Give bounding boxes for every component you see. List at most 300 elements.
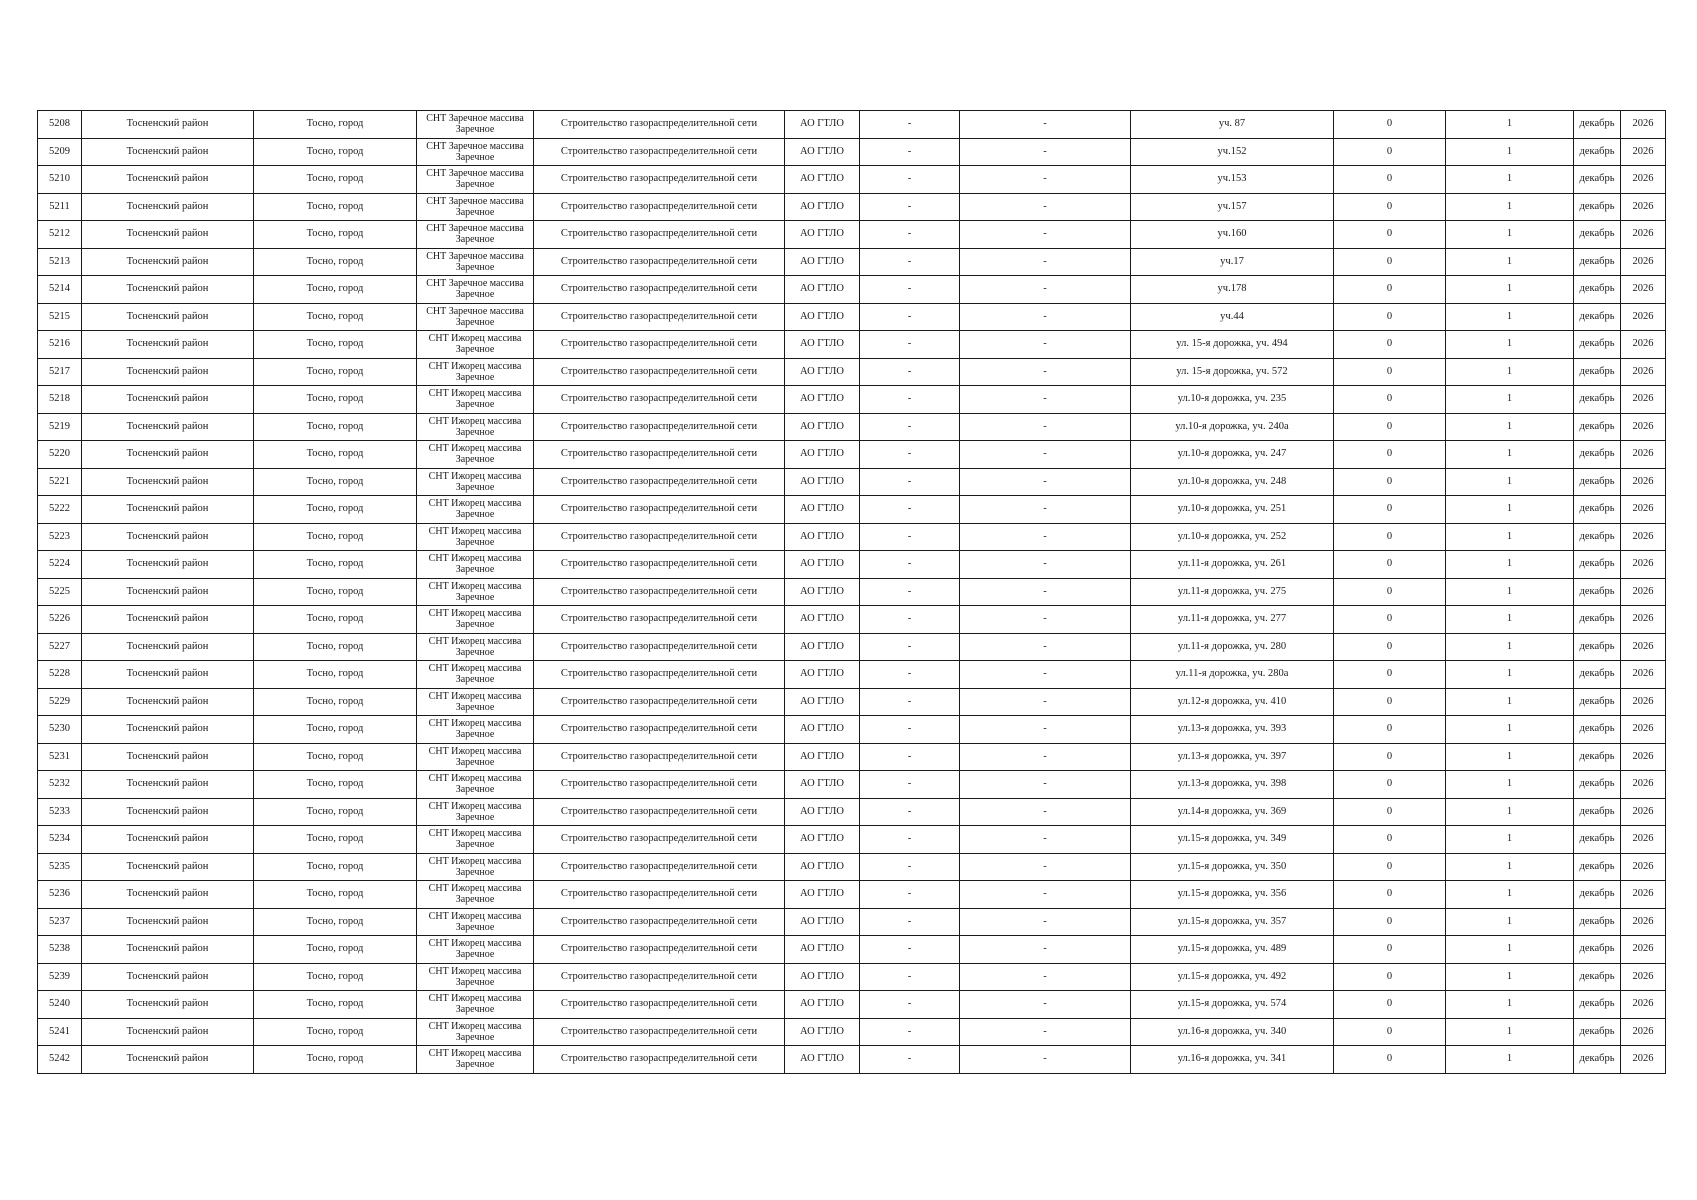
- work-type-cell: Строительство газораспределительной сети: [534, 688, 785, 716]
- count-zero-cell: 0: [1334, 551, 1446, 579]
- dash-cell: -: [860, 963, 960, 991]
- year-cell: 2026: [1621, 1018, 1666, 1046]
- district-cell: Тосненский район: [82, 441, 254, 469]
- dash-cell: -: [960, 496, 1131, 524]
- row-number-cell: 5211: [38, 193, 82, 221]
- table-row: [38, 221, 1666, 249]
- year-cell: 2026: [1621, 633, 1666, 661]
- table-row: [38, 523, 1666, 551]
- settlement-cell: СНТ Ижорец массива Заречное: [417, 991, 534, 1019]
- settlement-cell: СНТ Ижорец массива Заречное: [417, 908, 534, 936]
- district-cell: Тосненский район: [82, 853, 254, 881]
- row-number-cell: 5238: [38, 936, 82, 964]
- locality-cell: Тосно, город: [254, 771, 417, 799]
- work-type-cell: Строительство газораспределительной сети: [534, 661, 785, 689]
- locality-cell: Тосно, город: [254, 881, 417, 909]
- row-number-cell: 5209: [38, 138, 82, 166]
- address-cell: ул.13-я дорожка, уч. 393: [1131, 716, 1334, 744]
- organization-cell: АО ГТЛО: [785, 606, 860, 634]
- dash-cell: -: [860, 166, 960, 194]
- organization-cell: АО ГТЛО: [785, 496, 860, 524]
- organization-cell: АО ГТЛО: [785, 303, 860, 331]
- work-type-cell: Строительство газораспределительной сети: [534, 413, 785, 441]
- locality-cell: Тосно, город: [254, 798, 417, 826]
- count-zero-cell: 0: [1334, 496, 1446, 524]
- count-zero-cell: 0: [1334, 1046, 1446, 1074]
- dash-cell: -: [860, 358, 960, 386]
- address-cell: ул.10-я дорожка, уч. 251: [1131, 496, 1334, 524]
- row-number-cell: 5214: [38, 276, 82, 304]
- settlement-cell: СНТ Заречное массива Заречное: [417, 193, 534, 221]
- locality-cell: Тосно, город: [254, 826, 417, 854]
- month-cell: декабрь: [1574, 771, 1621, 799]
- work-type-cell: Строительство газораспределительной сети: [534, 716, 785, 744]
- year-cell: 2026: [1621, 606, 1666, 634]
- table-row: [38, 386, 1666, 414]
- address-cell: уч. 87: [1131, 111, 1334, 139]
- year-cell: 2026: [1621, 743, 1666, 771]
- year-cell: 2026: [1621, 991, 1666, 1019]
- count-one-cell: 1: [1446, 441, 1574, 469]
- dash-cell: -: [860, 248, 960, 276]
- dash-cell: -: [960, 716, 1131, 744]
- table-body: [38, 111, 1666, 1074]
- dash-cell: -: [960, 166, 1131, 194]
- count-zero-cell: 0: [1334, 303, 1446, 331]
- dash-cell: -: [860, 908, 960, 936]
- work-type-cell: Строительство газораспределительной сети: [534, 908, 785, 936]
- count-one-cell: 1: [1446, 771, 1574, 799]
- count-zero-cell: 0: [1334, 633, 1446, 661]
- work-type-cell: Строительство газораспределительной сети: [534, 826, 785, 854]
- table-row: [38, 193, 1666, 221]
- organization-cell: АО ГТЛО: [785, 578, 860, 606]
- table-row: [38, 826, 1666, 854]
- dash-cell: -: [860, 1046, 960, 1074]
- row-number-cell: 5234: [38, 826, 82, 854]
- organization-cell: АО ГТЛО: [785, 771, 860, 799]
- month-cell: декабрь: [1574, 936, 1621, 964]
- locality-cell: Тосно, город: [254, 633, 417, 661]
- row-number-cell: 5228: [38, 661, 82, 689]
- work-type-cell: Строительство газораспределительной сети: [534, 798, 785, 826]
- count-zero-cell: 0: [1334, 166, 1446, 194]
- district-cell: Тосненский район: [82, 1018, 254, 1046]
- address-cell: ул.10-я дорожка, уч. 247: [1131, 441, 1334, 469]
- organization-cell: АО ГТЛО: [785, 881, 860, 909]
- count-zero-cell: 0: [1334, 523, 1446, 551]
- row-number-cell: 5226: [38, 606, 82, 634]
- district-cell: Тосненский район: [82, 496, 254, 524]
- count-one-cell: 1: [1446, 798, 1574, 826]
- month-cell: декабрь: [1574, 138, 1621, 166]
- month-cell: декабрь: [1574, 826, 1621, 854]
- organization-cell: АО ГТЛО: [785, 826, 860, 854]
- count-zero-cell: 0: [1334, 221, 1446, 249]
- address-cell: ул.15-я дорожка, уч. 350: [1131, 853, 1334, 881]
- month-cell: декабрь: [1574, 743, 1621, 771]
- month-cell: декабрь: [1574, 908, 1621, 936]
- work-type-cell: Строительство газораспределительной сети: [534, 551, 785, 579]
- address-cell: ул.15-я дорожка, уч. 574: [1131, 991, 1334, 1019]
- count-one-cell: 1: [1446, 881, 1574, 909]
- year-cell: 2026: [1621, 248, 1666, 276]
- row-number-cell: 5212: [38, 221, 82, 249]
- row-number-cell: 5236: [38, 881, 82, 909]
- count-zero-cell: 0: [1334, 716, 1446, 744]
- dash-cell: -: [860, 303, 960, 331]
- row-number-cell: 5233: [38, 798, 82, 826]
- year-cell: 2026: [1621, 853, 1666, 881]
- work-type-cell: Строительство газораспределительной сети: [534, 523, 785, 551]
- address-cell: ул.15-я дорожка, уч. 356: [1131, 881, 1334, 909]
- dash-cell: -: [860, 111, 960, 139]
- table-row: [38, 853, 1666, 881]
- settlement-cell: СНТ Ижорец массива Заречное: [417, 496, 534, 524]
- settlement-cell: СНТ Ижорец массива Заречное: [417, 963, 534, 991]
- month-cell: декабрь: [1574, 468, 1621, 496]
- year-cell: 2026: [1621, 551, 1666, 579]
- organization-cell: АО ГТЛО: [785, 963, 860, 991]
- row-number-cell: 5229: [38, 688, 82, 716]
- locality-cell: Тосно, город: [254, 716, 417, 744]
- count-zero-cell: 0: [1334, 1018, 1446, 1046]
- settlement-cell: СНТ Ижорец массива Заречное: [417, 578, 534, 606]
- work-type-cell: Строительство газораспределительной сети: [534, 248, 785, 276]
- settlement-cell: СНТ Ижорец массива Заречное: [417, 936, 534, 964]
- organization-cell: АО ГТЛО: [785, 1046, 860, 1074]
- dash-cell: -: [860, 716, 960, 744]
- count-zero-cell: 0: [1334, 991, 1446, 1019]
- organization-cell: АО ГТЛО: [785, 523, 860, 551]
- row-number-cell: 5218: [38, 386, 82, 414]
- organization-cell: АО ГТЛО: [785, 743, 860, 771]
- count-zero-cell: 0: [1334, 386, 1446, 414]
- count-one-cell: 1: [1446, 688, 1574, 716]
- row-number-cell: 5220: [38, 441, 82, 469]
- organization-cell: АО ГТЛО: [785, 413, 860, 441]
- row-number-cell: 5241: [38, 1018, 82, 1046]
- table-row: [38, 771, 1666, 799]
- year-cell: 2026: [1621, 276, 1666, 304]
- settlement-cell: СНТ Ижорец массива Заречное: [417, 688, 534, 716]
- month-cell: декабрь: [1574, 221, 1621, 249]
- table-row: [38, 468, 1666, 496]
- address-cell: уч.178: [1131, 276, 1334, 304]
- count-zero-cell: 0: [1334, 413, 1446, 441]
- district-cell: Тосненский район: [82, 276, 254, 304]
- table-row: [38, 743, 1666, 771]
- organization-cell: АО ГТЛО: [785, 468, 860, 496]
- count-one-cell: 1: [1446, 276, 1574, 304]
- district-cell: Тосненский район: [82, 716, 254, 744]
- count-one-cell: 1: [1446, 303, 1574, 331]
- locality-cell: Тосно, город: [254, 496, 417, 524]
- work-type-cell: Строительство газораспределительной сети: [534, 578, 785, 606]
- work-type-cell: Строительство газораспределительной сети: [534, 936, 785, 964]
- month-cell: декабрь: [1574, 496, 1621, 524]
- settlement-cell: СНТ Ижорец массива Заречное: [417, 661, 534, 689]
- dash-cell: -: [860, 606, 960, 634]
- count-zero-cell: 0: [1334, 111, 1446, 139]
- organization-cell: АО ГТЛО: [785, 853, 860, 881]
- locality-cell: Тосно, город: [254, 276, 417, 304]
- address-cell: уч.44: [1131, 303, 1334, 331]
- year-cell: 2026: [1621, 331, 1666, 359]
- count-one-cell: 1: [1446, 826, 1574, 854]
- work-type-cell: Строительство газораспределительной сети: [534, 111, 785, 139]
- year-cell: 2026: [1621, 441, 1666, 469]
- work-type-cell: Строительство газораспределительной сети: [534, 276, 785, 304]
- organization-cell: АО ГТЛО: [785, 688, 860, 716]
- dash-cell: -: [860, 523, 960, 551]
- year-cell: 2026: [1621, 1046, 1666, 1074]
- address-cell: ул. 15-я дорожка, уч. 494: [1131, 331, 1334, 359]
- work-type-cell: Строительство газораспределительной сети: [534, 303, 785, 331]
- work-type-cell: Строительство газораспределительной сети: [534, 468, 785, 496]
- dash-cell: -: [860, 826, 960, 854]
- table-row: [38, 441, 1666, 469]
- address-cell: ул.10-я дорожка, уч. 248: [1131, 468, 1334, 496]
- count-one-cell: 1: [1446, 908, 1574, 936]
- table-row: [38, 138, 1666, 166]
- count-one-cell: 1: [1446, 963, 1574, 991]
- work-type-cell: Строительство газораспределительной сети: [534, 496, 785, 524]
- district-cell: Тосненский район: [82, 111, 254, 139]
- organization-cell: АО ГТЛО: [785, 441, 860, 469]
- locality-cell: Тосно, город: [254, 138, 417, 166]
- count-one-cell: 1: [1446, 633, 1574, 661]
- count-zero-cell: 0: [1334, 743, 1446, 771]
- district-cell: Тосненский район: [82, 633, 254, 661]
- locality-cell: Тосно, город: [254, 303, 417, 331]
- row-number-cell: 5217: [38, 358, 82, 386]
- organization-cell: АО ГТЛО: [785, 908, 860, 936]
- dash-cell: -: [960, 826, 1131, 854]
- table-row: [38, 908, 1666, 936]
- row-number-cell: 5216: [38, 331, 82, 359]
- table-row: [38, 303, 1666, 331]
- table-row: [38, 578, 1666, 606]
- organization-cell: АО ГТЛО: [785, 716, 860, 744]
- locality-cell: Тосно, город: [254, 331, 417, 359]
- district-cell: Тосненский район: [82, 248, 254, 276]
- month-cell: декабрь: [1574, 413, 1621, 441]
- address-cell: ул.15-я дорожка, уч. 489: [1131, 936, 1334, 964]
- year-cell: 2026: [1621, 936, 1666, 964]
- month-cell: декабрь: [1574, 111, 1621, 139]
- district-cell: Тосненский район: [82, 331, 254, 359]
- settlement-cell: СНТ Ижорец массива Заречное: [417, 386, 534, 414]
- work-type-cell: Строительство газораспределительной сети: [534, 743, 785, 771]
- district-cell: Тосненский район: [82, 166, 254, 194]
- count-zero-cell: 0: [1334, 853, 1446, 881]
- month-cell: декабрь: [1574, 716, 1621, 744]
- month-cell: декабрь: [1574, 331, 1621, 359]
- dash-cell: -: [960, 963, 1131, 991]
- row-number-cell: 5237: [38, 908, 82, 936]
- count-one-cell: 1: [1446, 111, 1574, 139]
- table-row: [38, 991, 1666, 1019]
- table-row: [38, 413, 1666, 441]
- dash-cell: -: [860, 468, 960, 496]
- month-cell: декабрь: [1574, 578, 1621, 606]
- row-number-cell: 5225: [38, 578, 82, 606]
- locality-cell: Тосно, город: [254, 991, 417, 1019]
- year-cell: 2026: [1621, 578, 1666, 606]
- month-cell: декабрь: [1574, 386, 1621, 414]
- dash-cell: -: [860, 441, 960, 469]
- settlement-cell: СНТ Ижорец массива Заречное: [417, 606, 534, 634]
- row-number-cell: 5215: [38, 303, 82, 331]
- settlement-cell: СНТ Ижорец массива Заречное: [417, 551, 534, 579]
- settlement-cell: СНТ Заречное массива Заречное: [417, 303, 534, 331]
- district-cell: Тосненский район: [82, 963, 254, 991]
- locality-cell: Тосно, город: [254, 551, 417, 579]
- count-zero-cell: 0: [1334, 441, 1446, 469]
- count-zero-cell: 0: [1334, 248, 1446, 276]
- dash-cell: -: [960, 688, 1131, 716]
- table-row: [38, 111, 1666, 139]
- table-row: [38, 688, 1666, 716]
- table-row: [38, 1046, 1666, 1074]
- address-cell: ул.15-я дорожка, уч. 492: [1131, 963, 1334, 991]
- month-cell: декабрь: [1574, 963, 1621, 991]
- work-type-cell: Строительство газораспределительной сети: [534, 881, 785, 909]
- count-one-cell: 1: [1446, 331, 1574, 359]
- organization-cell: АО ГТЛО: [785, 248, 860, 276]
- locality-cell: Тосно, город: [254, 661, 417, 689]
- count-one-cell: 1: [1446, 991, 1574, 1019]
- district-cell: Тосненский район: [82, 991, 254, 1019]
- settlement-cell: СНТ Ижорец массива Заречное: [417, 771, 534, 799]
- dash-cell: -: [960, 248, 1131, 276]
- district-cell: Тосненский район: [82, 413, 254, 441]
- count-zero-cell: 0: [1334, 771, 1446, 799]
- address-cell: ул.14-я дорожка, уч. 369: [1131, 798, 1334, 826]
- table-row: [38, 1018, 1666, 1046]
- dash-cell: -: [860, 578, 960, 606]
- year-cell: 2026: [1621, 496, 1666, 524]
- month-cell: декабрь: [1574, 1018, 1621, 1046]
- work-type-cell: Строительство газораспределительной сети: [534, 331, 785, 359]
- work-type-cell: Строительство газораспределительной сети: [534, 138, 785, 166]
- dash-cell: -: [860, 936, 960, 964]
- district-cell: Тосненский район: [82, 358, 254, 386]
- address-cell: уч.17: [1131, 248, 1334, 276]
- dash-cell: -: [960, 853, 1131, 881]
- locality-cell: Тосно, город: [254, 193, 417, 221]
- year-cell: 2026: [1621, 303, 1666, 331]
- district-cell: Тосненский район: [82, 688, 254, 716]
- address-cell: ул.12-я дорожка, уч. 410: [1131, 688, 1334, 716]
- table-row: [38, 936, 1666, 964]
- settlement-cell: СНТ Ижорец массива Заречное: [417, 413, 534, 441]
- district-cell: Тосненский район: [82, 303, 254, 331]
- district-cell: Тосненский район: [82, 743, 254, 771]
- district-cell: Тосненский район: [82, 551, 254, 579]
- address-cell: ул.11-я дорожка, уч. 280: [1131, 633, 1334, 661]
- address-cell: ул.11-я дорожка, уч. 275: [1131, 578, 1334, 606]
- row-number-cell: 5213: [38, 248, 82, 276]
- count-one-cell: 1: [1446, 661, 1574, 689]
- dash-cell: -: [960, 908, 1131, 936]
- row-number-cell: 5232: [38, 771, 82, 799]
- year-cell: 2026: [1621, 221, 1666, 249]
- count-zero-cell: 0: [1334, 331, 1446, 359]
- count-zero-cell: 0: [1334, 661, 1446, 689]
- locality-cell: Тосно, город: [254, 358, 417, 386]
- dash-cell: -: [860, 661, 960, 689]
- district-cell: Тосненский район: [82, 386, 254, 414]
- row-number-cell: 5222: [38, 496, 82, 524]
- count-one-cell: 1: [1446, 551, 1574, 579]
- count-zero-cell: 0: [1334, 276, 1446, 304]
- count-one-cell: 1: [1446, 936, 1574, 964]
- count-one-cell: 1: [1446, 523, 1574, 551]
- count-zero-cell: 0: [1334, 358, 1446, 386]
- locality-cell: Тосно, город: [254, 111, 417, 139]
- count-zero-cell: 0: [1334, 963, 1446, 991]
- dash-cell: -: [960, 331, 1131, 359]
- dash-cell: -: [960, 276, 1131, 304]
- month-cell: декабрь: [1574, 303, 1621, 331]
- locality-cell: Тосно, город: [254, 936, 417, 964]
- work-type-cell: Строительство газораспределительной сети: [534, 853, 785, 881]
- month-cell: декабрь: [1574, 276, 1621, 304]
- year-cell: 2026: [1621, 661, 1666, 689]
- year-cell: 2026: [1621, 358, 1666, 386]
- count-one-cell: 1: [1446, 413, 1574, 441]
- district-cell: Тосненский район: [82, 771, 254, 799]
- row-number-cell: 5210: [38, 166, 82, 194]
- table-row: [38, 551, 1666, 579]
- month-cell: декабрь: [1574, 1046, 1621, 1074]
- dash-cell: -: [860, 743, 960, 771]
- address-cell: ул.11-я дорожка, уч. 261: [1131, 551, 1334, 579]
- address-cell: уч.157: [1131, 193, 1334, 221]
- locality-cell: Тосно, город: [254, 1018, 417, 1046]
- address-cell: ул.15-я дорожка, уч. 349: [1131, 826, 1334, 854]
- count-zero-cell: 0: [1334, 688, 1446, 716]
- locality-cell: Тосно, город: [254, 908, 417, 936]
- dash-cell: -: [960, 551, 1131, 579]
- dash-cell: -: [960, 578, 1131, 606]
- work-type-cell: Строительство газораспределительной сети: [534, 771, 785, 799]
- count-one-cell: 1: [1446, 1018, 1574, 1046]
- count-zero-cell: 0: [1334, 798, 1446, 826]
- address-cell: уч.160: [1131, 221, 1334, 249]
- count-zero-cell: 0: [1334, 936, 1446, 964]
- row-number-cell: 5240: [38, 991, 82, 1019]
- dash-cell: -: [960, 441, 1131, 469]
- organization-cell: АО ГТЛО: [785, 331, 860, 359]
- month-cell: декабрь: [1574, 551, 1621, 579]
- count-one-cell: 1: [1446, 716, 1574, 744]
- district-cell: Тосненский район: [82, 826, 254, 854]
- locality-cell: Тосно, город: [254, 248, 417, 276]
- settlement-cell: СНТ Заречное массива Заречное: [417, 248, 534, 276]
- organization-cell: АО ГТЛО: [785, 111, 860, 139]
- count-one-cell: 1: [1446, 743, 1574, 771]
- work-type-cell: Строительство газораспределительной сети: [534, 193, 785, 221]
- count-one-cell: 1: [1446, 578, 1574, 606]
- dash-cell: -: [960, 771, 1131, 799]
- district-cell: Тосненский район: [82, 1046, 254, 1074]
- year-cell: 2026: [1621, 166, 1666, 194]
- month-cell: декабрь: [1574, 881, 1621, 909]
- dash-cell: -: [960, 386, 1131, 414]
